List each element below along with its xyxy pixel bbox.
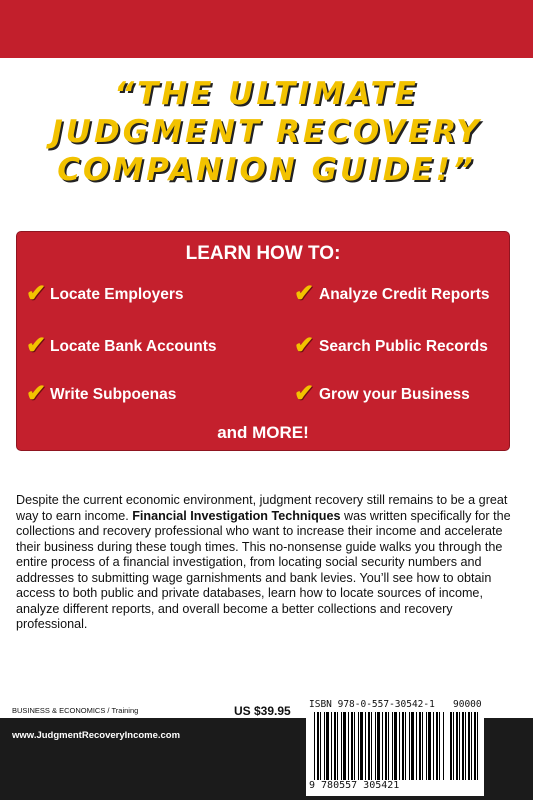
price-code: 90000: [453, 699, 482, 710]
website-url: www.JudgmentRecoveryIncome.com: [12, 730, 181, 741]
price-label: US $39.95: [234, 704, 291, 718]
item-write-subpoenas: Write Subpoenas: [50, 386, 177, 403]
description-body: was written specifically for the collections and recovery professional who want to increase their income and accelerate their business during these tough times. This no-nonsense guide walks you through the entire process of a financial investigation, from locating social security numbers and addresses to submitting wage garnishments and bank levies. You’ll see how to obtain access to both public and private databases, learn how to locate sources of income, analyze different reports, and overall become a better collections and recovery professional.: [16, 508, 511, 631]
checkmark-icon: ✔: [26, 332, 47, 359]
checkmark-icon: ✔: [26, 280, 47, 307]
barcode-bars: [314, 712, 444, 780]
item-analyze-credit-reports: Analyze Credit Reports: [319, 286, 490, 303]
quote-line-1: “THE ULTIMATE: [114, 76, 419, 112]
description-paragraph: [16, 493, 521, 633]
item-search-public-records: Search Public Records: [319, 338, 488, 355]
learn-how-panel: [17, 232, 509, 450]
barcode-number: 9 780557 305421: [309, 780, 400, 791]
quote-line-2: JUDGMENT RECOVERY: [51, 114, 482, 150]
panel-title: LEARN HOW TO:: [185, 243, 341, 264]
item-locate-bank-accounts: Locate Bank Accounts: [50, 338, 217, 355]
quote-line-3: COMPANION GUIDE!”: [57, 152, 476, 188]
checkmark-icon: ✔: [294, 380, 315, 407]
top-red-band: [0, 0, 533, 58]
barcode-addon-bars: [450, 712, 480, 780]
item-grow-your-business: Grow your Business: [319, 386, 470, 403]
checkmark-icon: ✔: [26, 380, 47, 407]
and-more-text: and MORE!: [217, 423, 309, 442]
item-locate-employers: Locate Employers: [50, 286, 184, 303]
checkmark-icon: ✔: [294, 280, 315, 307]
isbn-label: ISBN 978-0-557-30542-1: [309, 699, 435, 710]
category-label: BUSINESS & ECONOMICS / Training: [12, 706, 139, 715]
checkmark-icon: ✔: [294, 332, 315, 359]
book-title-inline: Financial Investigation Techniques: [132, 508, 341, 523]
barcode: [306, 700, 484, 796]
description-intro: Despite the current economic environment, judgment recovery still remains to be a great way to earn income.: [16, 493, 508, 523]
